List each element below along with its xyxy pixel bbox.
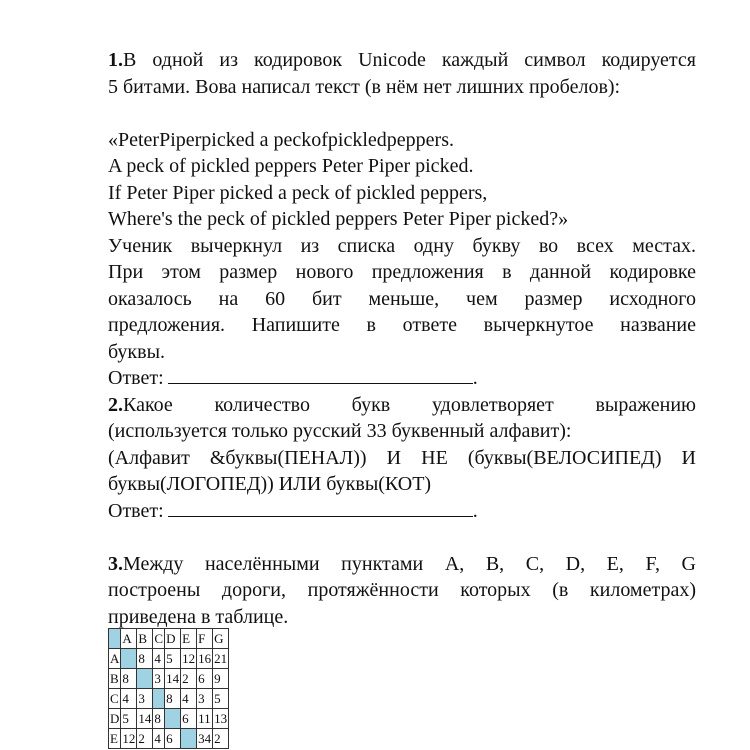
task2-answer bbox=[108, 498, 696, 525]
table-cell: 12 bbox=[181, 649, 197, 669]
table-header-cell: D bbox=[165, 629, 181, 649]
task1-body-2: При этом размер нового предложения в данной кодировке bbox=[108, 261, 696, 283]
table-cell: 4 bbox=[153, 729, 165, 749]
table-cell: 2 bbox=[181, 669, 197, 689]
table-cell bbox=[165, 709, 181, 729]
table-corner-cell bbox=[109, 629, 121, 649]
answer-label: Ответ: bbox=[108, 499, 164, 522]
table-header-cell: F bbox=[197, 629, 213, 649]
table-cell: 14 bbox=[137, 709, 153, 729]
table-cell: 5 bbox=[121, 709, 137, 729]
table-cell: 16 bbox=[197, 649, 213, 669]
table-row-label: A bbox=[109, 649, 121, 669]
table-cell: 8 bbox=[165, 689, 181, 709]
task1-body-5: буквы. bbox=[108, 340, 166, 363]
table-cell: 12 bbox=[121, 729, 137, 749]
answer-end: . bbox=[472, 499, 478, 522]
quote-line-3: If Peter Piper picked a peck of pickled peppers, bbox=[108, 181, 488, 204]
table-cell: 2 bbox=[213, 729, 229, 749]
table-cell bbox=[121, 649, 137, 669]
quote-line-4: Where's the peck of pickled peppers Peter Piper picked?» bbox=[108, 208, 569, 230]
table-row-label: C bbox=[109, 689, 121, 709]
table-cell: 8 bbox=[121, 669, 137, 689]
answer-field-1[interactable] bbox=[168, 365, 473, 384]
task3-number: 3. bbox=[108, 552, 123, 575]
task2-line-2: (используется только русский 33 буквенный алфавит): bbox=[108, 420, 572, 442]
task3-line-3: приведена в таблице. bbox=[108, 605, 289, 628]
spacer bbox=[108, 524, 696, 551]
table-cell: 6 bbox=[197, 669, 213, 689]
table-header-cell: E bbox=[181, 629, 197, 649]
table-row bbox=[109, 669, 229, 689]
table-row-label: D bbox=[109, 709, 121, 729]
task1-text-1: В одной из кодировок Unicode каждый символ кодируется bbox=[123, 49, 696, 71]
table-cell: 2 bbox=[137, 729, 153, 749]
task3-line-2: построены дороги, протяжённости которых (в километрах) bbox=[108, 579, 696, 601]
task1-line-1 bbox=[108, 47, 696, 74]
quote-line-2: A peck of pickled peppers Peter Piper picked. bbox=[108, 155, 474, 177]
task3-text-1: Между населёнными пунктами A, B, C, D, E, F, G bbox=[123, 552, 696, 575]
table-header-cell: G bbox=[213, 629, 229, 649]
table-cell: 9 bbox=[213, 669, 229, 689]
table-cell: 4 bbox=[121, 689, 137, 709]
table-row bbox=[109, 729, 229, 749]
table-cell: 3 bbox=[197, 689, 213, 709]
task1-answer bbox=[108, 365, 696, 392]
answer-field-2[interactable] bbox=[168, 498, 473, 517]
table-cell bbox=[153, 689, 165, 709]
table-header-cell: A bbox=[121, 629, 137, 649]
table-cell: 21 bbox=[213, 649, 229, 669]
table-row-label: E bbox=[109, 729, 121, 749]
table-cell bbox=[137, 669, 153, 689]
table-row bbox=[109, 649, 229, 669]
table-cell: 14 bbox=[165, 669, 181, 689]
table-cell: 8 bbox=[153, 709, 165, 729]
table-header-cell: C bbox=[153, 629, 165, 649]
table-cell: 3 bbox=[153, 669, 165, 689]
spacer bbox=[108, 100, 696, 127]
table-row bbox=[109, 709, 229, 729]
table-cell bbox=[181, 729, 197, 749]
table-header-cell: B bbox=[137, 629, 153, 649]
table-cell: 4 bbox=[181, 689, 197, 709]
task2-number: 2. bbox=[108, 393, 123, 416]
table-cell: 34 bbox=[197, 729, 213, 749]
worksheet bbox=[108, 47, 696, 630]
task1-line-2: 5 битами. Вова написал текст (в нём нет лишних пробелов): bbox=[108, 75, 621, 98]
table-cell: 8 bbox=[137, 649, 153, 669]
task2-line-3: (Алфавит &буквы(ПЕНАЛ)) И НЕ (буквы(ВЕЛОСИПЕД) И bbox=[108, 446, 696, 469]
task1-body-4: предложения. Напишите в ответе вычеркнутое название bbox=[108, 314, 696, 336]
distance-table bbox=[108, 628, 229, 749]
task2-line-4: буквы(ЛОГОПЕД)) ИЛИ буквы(КОТ) bbox=[108, 473, 432, 495]
table-cell: 5 bbox=[213, 689, 229, 709]
table-cell: 3 bbox=[137, 689, 153, 709]
answer-label: Ответ: bbox=[108, 367, 164, 389]
task2-line-1 bbox=[108, 392, 696, 419]
answer-end: . bbox=[472, 367, 478, 389]
table-row-label: B bbox=[109, 669, 121, 689]
task1-number: 1. bbox=[108, 49, 123, 71]
table-header-row bbox=[109, 629, 229, 649]
task3-line-1 bbox=[108, 551, 696, 578]
table-cell: 5 bbox=[165, 649, 181, 669]
task1-body-1: Ученик вычеркнул из списка одну букву во всех местах. bbox=[108, 234, 696, 257]
task1-body-3: оказалось на 60 бит меньше, чем размер исходного bbox=[108, 287, 696, 310]
task2-text-1: Какое количество букв удовлетворяет выражению bbox=[123, 393, 696, 416]
table-cell: 6 bbox=[181, 709, 197, 729]
table-cell: 13 bbox=[213, 709, 229, 729]
table-cell: 6 bbox=[165, 729, 181, 749]
table-row bbox=[109, 689, 229, 709]
table-cell: 11 bbox=[197, 709, 213, 729]
table-cell: 4 bbox=[153, 649, 165, 669]
quote-line-1: «PeterPiperpicked a peckofpickledpeppers. bbox=[108, 128, 454, 151]
